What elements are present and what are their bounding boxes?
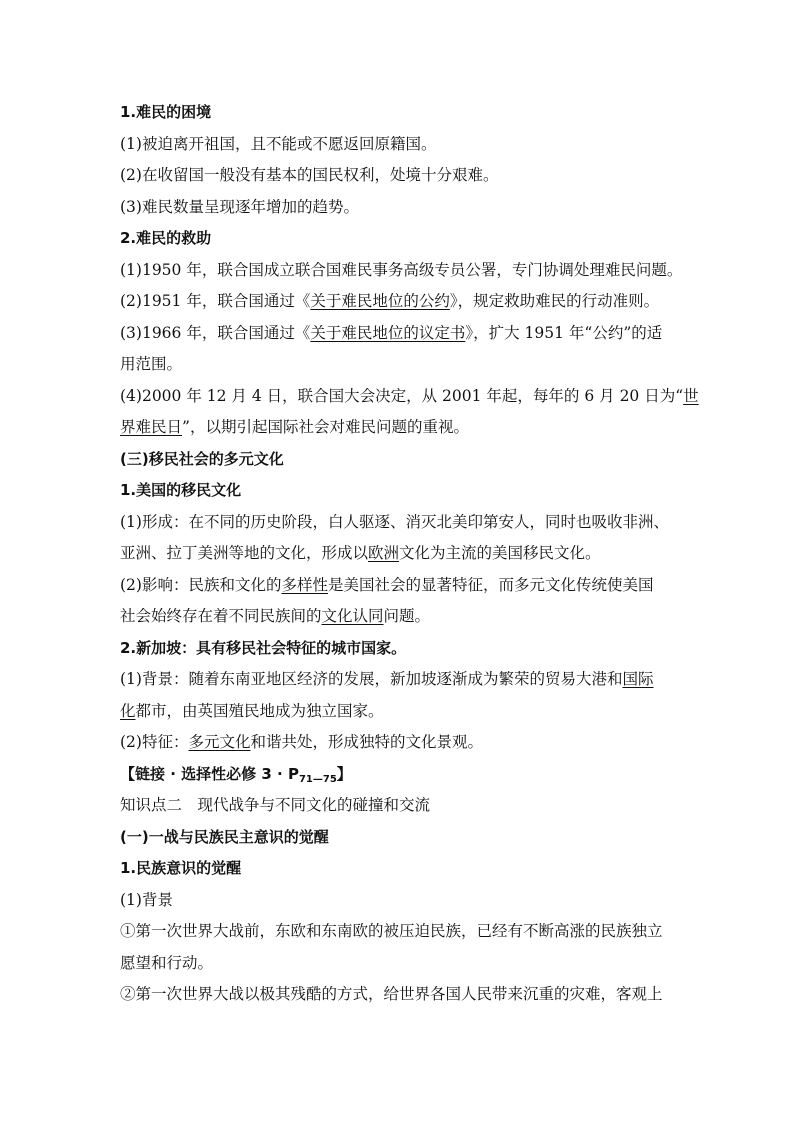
text-segment: (2)在收留国一般没有基本的国民权利，处境十分艰难。 bbox=[120, 166, 499, 184]
page-subscript: 71—75 bbox=[298, 773, 337, 785]
section-heading bbox=[120, 227, 684, 249]
text-segment: 用范围。 bbox=[120, 355, 183, 373]
underlined-keyword: 关于难民地位的议定书 bbox=[310, 323, 466, 342]
text-line bbox=[120, 353, 684, 375]
text-segment: (1)被迫离开祖国，且不能或不愿返回原籍国。 bbox=[120, 134, 437, 153]
text-segment: (1)背景：随着东南亚地区经济的发展，新加坡逐渐成为繁荣的贸易大港和 bbox=[120, 670, 623, 688]
text-line bbox=[120, 322, 684, 344]
text-segment: 1.民族意识的觉醒 bbox=[120, 859, 242, 877]
text-line bbox=[120, 259, 684, 281]
section-heading bbox=[120, 826, 684, 848]
text-line bbox=[120, 290, 684, 312]
underlined-keyword: 多元文化 bbox=[188, 733, 251, 751]
text-segment: ②第一次世界大战以极其残酷的方式，给世界各国人民带来沉重的灾难，客观上 bbox=[120, 985, 663, 1003]
text-segment: 2.新加坡：具有移民社会特征的城市国家。 bbox=[120, 638, 407, 657]
text-line bbox=[120, 983, 684, 1005]
text-segment: (1)形成：在不同的历史阶段，白人驱逐、消灭北美印第安人，同时也吸收非洲、 bbox=[120, 512, 669, 531]
section-heading bbox=[120, 857, 684, 879]
text-segment: 都市，由英国殖民地成为独立国家。 bbox=[135, 701, 384, 720]
text-segment: (2)1951 年，联合国通过《 bbox=[120, 292, 311, 310]
text-segment: (2)影响：民族和文化的 bbox=[120, 575, 282, 594]
text-segment: (三)移民社会的多元文化 bbox=[120, 449, 284, 468]
text-segment: 》，扩大 1951 年“公约”的适 bbox=[465, 323, 663, 342]
text-line bbox=[120, 416, 684, 438]
text-segment: (3)1966 年，联合国通过《 bbox=[120, 323, 311, 342]
underlined-keyword: 多样性 bbox=[281, 575, 328, 594]
text-segment: ①第一次世界大战前，东欧和东南欧的被压迫民族，已经有不断高涨的民族独立 bbox=[120, 922, 663, 940]
text-line bbox=[120, 952, 684, 974]
underlined-keyword: 欧洲 bbox=[368, 544, 400, 562]
text-line bbox=[120, 920, 684, 942]
underlined-keyword: 国际 bbox=[622, 670, 654, 688]
text-segment: 】 bbox=[336, 764, 352, 783]
underlined-keyword: 化 bbox=[120, 701, 136, 720]
text-line bbox=[120, 542, 684, 564]
text-segment: (1)背景 bbox=[120, 890, 173, 909]
text-segment: 愿望和行动。 bbox=[120, 953, 214, 972]
text-line bbox=[120, 133, 684, 155]
text-segment: 亚洲、拉丁美洲等地的文化，形成以 bbox=[120, 544, 369, 562]
text-segment: (3)难民数量呈现逐年增加的趋势。 bbox=[120, 197, 359, 216]
section-heading bbox=[120, 637, 684, 659]
text-segment: 1.难民的困境 bbox=[120, 103, 212, 121]
text-segment: (一)一战与民族民主意识的觉醒 bbox=[120, 827, 329, 846]
text-segment: 1.美国的移民文化 bbox=[120, 481, 242, 499]
text-line bbox=[120, 731, 684, 753]
section-heading bbox=[120, 479, 684, 501]
text-line bbox=[120, 574, 684, 596]
text-segment: 文化为主流的美国移民文化。 bbox=[399, 544, 601, 562]
text-segment: 是美国社会的显著特征，而多元文化传统使美国 bbox=[327, 575, 654, 594]
text-line bbox=[120, 196, 684, 218]
text-line bbox=[120, 700, 684, 722]
section-heading bbox=[120, 101, 684, 123]
text-segment: 问题。 bbox=[383, 607, 431, 625]
text-segment: (4)2000 年 12 月 4 日，联合国大会决定，从 2001 年起，每年的 6 月 20 日为“ bbox=[120, 386, 684, 405]
text-line bbox=[120, 668, 684, 690]
text-line bbox=[120, 385, 699, 407]
underlined-keyword: 界难民日 bbox=[120, 418, 183, 436]
text-segment: 知识点二 现代战争与不同文化的碰撞和交流 bbox=[120, 796, 431, 814]
underlined-keyword: 关于难民地位的公约 bbox=[310, 292, 450, 310]
text-line bbox=[120, 794, 684, 816]
text-segment: (1)1950 年，联合国成立联合国难民事务高级专员公署，专门协调处理难民问题。 bbox=[120, 260, 683, 279]
text-segment: 2.难民的救助 bbox=[120, 229, 212, 247]
text-segment: (2)特征： bbox=[120, 733, 189, 751]
section-heading bbox=[120, 448, 684, 470]
text-segment: 社会始终存在着不同民族间的 bbox=[120, 607, 322, 625]
text-segment: ”，以期引起国际社会对难民问题的重视。 bbox=[182, 418, 469, 436]
underlined-keyword: 文化认同 bbox=[321, 607, 384, 625]
underlined-keyword: 世 bbox=[683, 386, 699, 405]
text-line bbox=[120, 889, 684, 911]
text-line bbox=[120, 511, 684, 533]
text-segment: 》，规定救助难民的行动准则。 bbox=[449, 292, 660, 310]
text-line bbox=[120, 164, 684, 186]
section-heading bbox=[120, 763, 684, 791]
text-segment: 和谐共处，形成独特的文化景观。 bbox=[250, 733, 483, 751]
text-line bbox=[120, 605, 684, 627]
text-segment: 【链接 · 选择性必修 3 · P bbox=[120, 764, 299, 783]
